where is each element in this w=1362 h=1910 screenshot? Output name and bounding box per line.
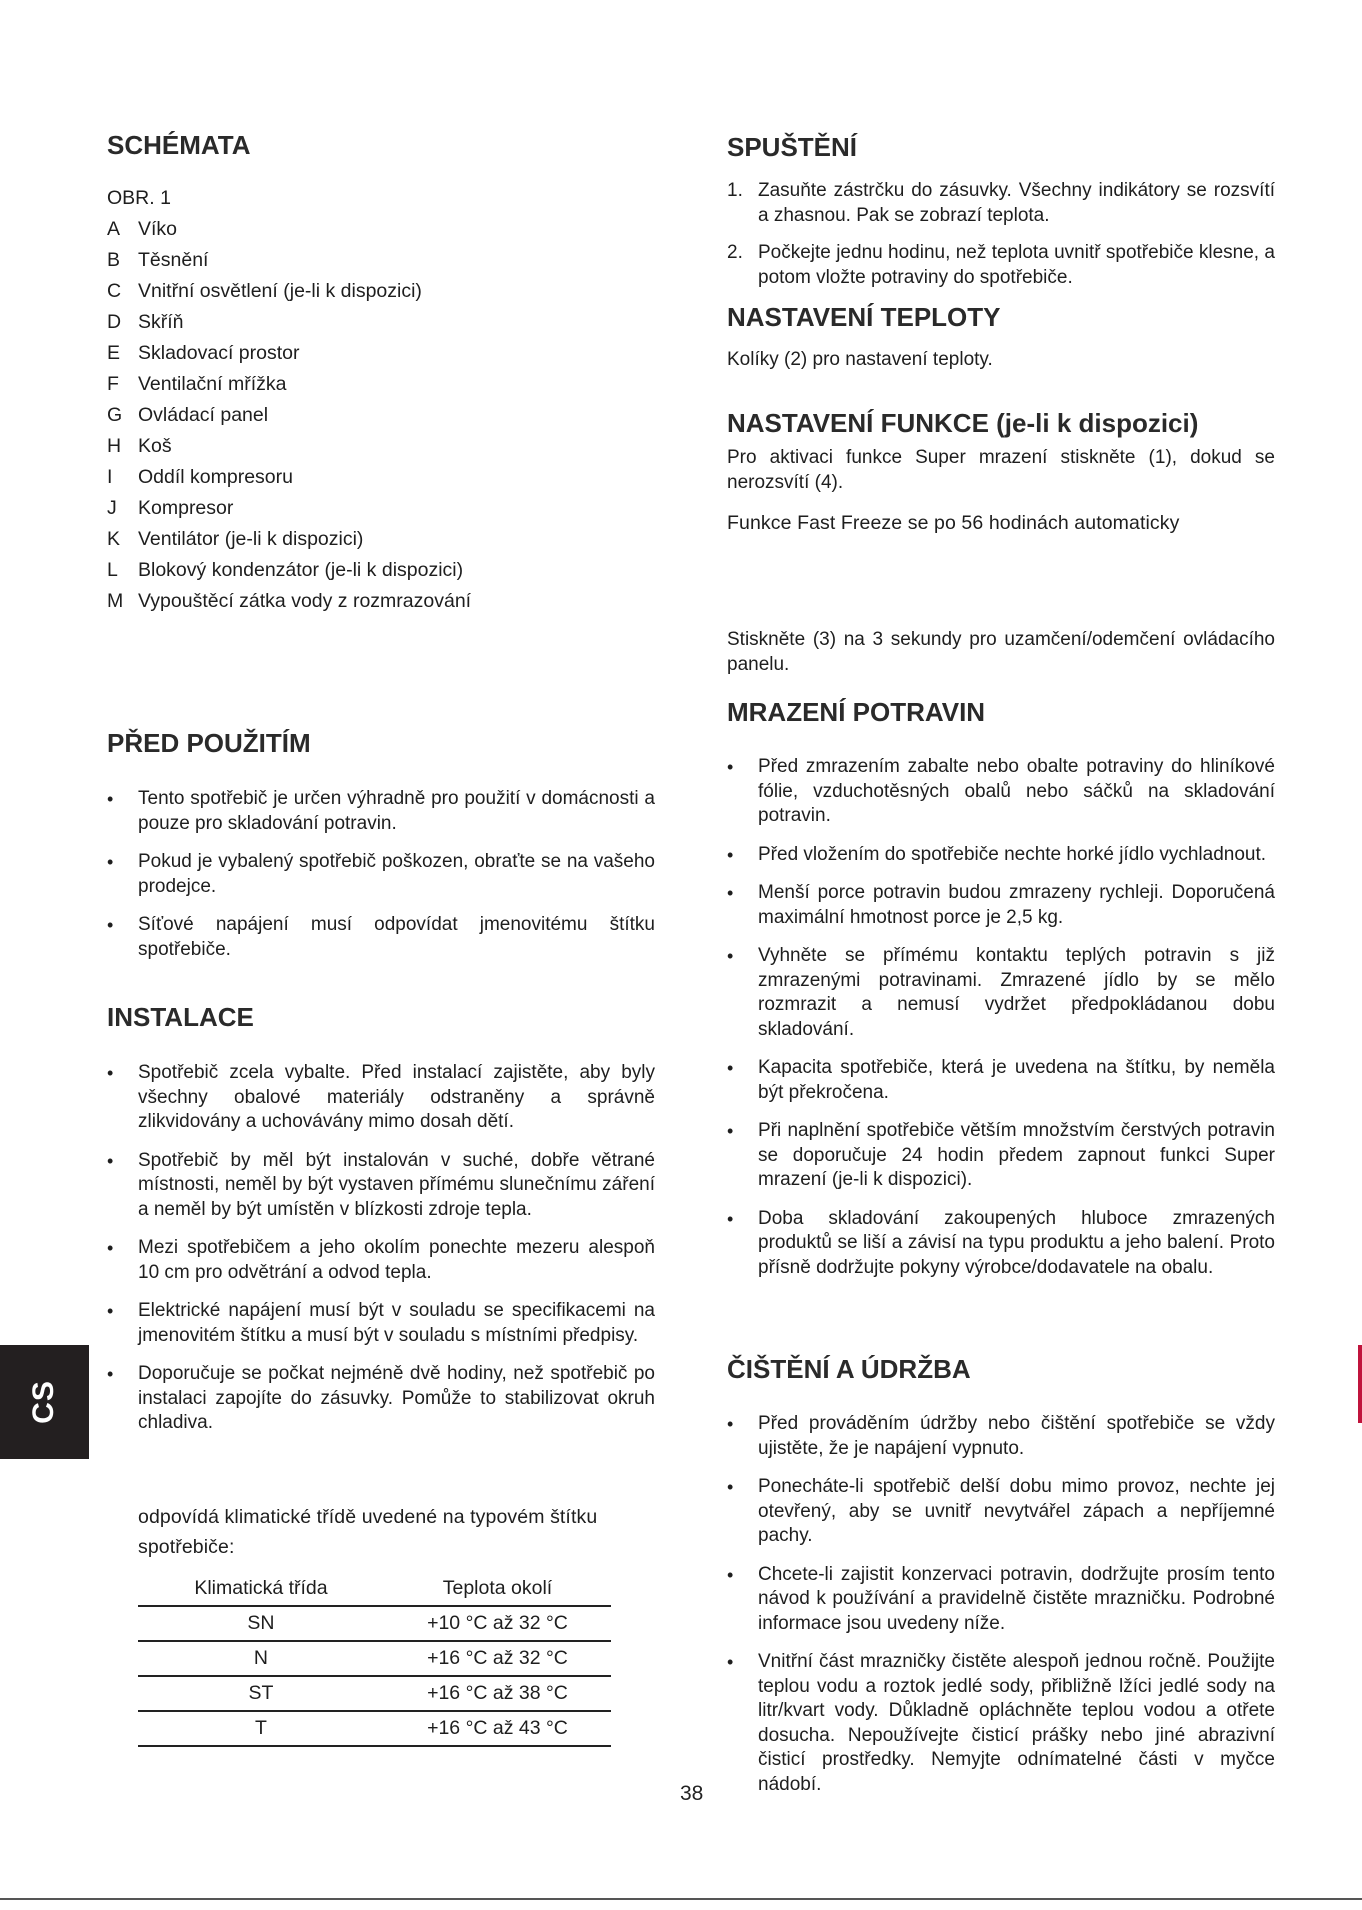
list-item: • Tento spotřebič je určen výhradně pro použití v domácnosti a pouze pro skladování potravin. xyxy=(107,787,655,836)
schemata-item-key: J xyxy=(107,497,117,519)
schemata-item xyxy=(107,524,471,555)
list-item: • Pokud je vybalený spotřebič poškozen, obraťte se na vašeho prodejce. xyxy=(107,850,655,899)
nastaveni-funkce-heading: NASTAVENÍ FUNKCE (je-li k dispozici) xyxy=(727,408,1199,438)
schemata-item-label: Vnitřní osvětlení (je-li k dispozici) xyxy=(138,280,422,302)
list-item: • Spotřebič by měl být instalován v suché, dobře větrané místnosti, neměl by být vystaven přímému slunečnímu záření a neměl by být umístěn v blízkosti zdroje tepla. xyxy=(107,1149,655,1223)
ambient-temp-cell: +16 °C až 38 °C xyxy=(384,1676,611,1711)
climate-table xyxy=(138,1572,611,1747)
language-tab-label: CS xyxy=(27,1380,60,1424)
instalace-list xyxy=(107,1061,655,1436)
list-item: • Síťové napájení musí odpovídat jmenovitému štítku spotřebiče. xyxy=(107,913,655,962)
schemata-item-label: Koš xyxy=(138,435,172,457)
list-item: • Elektrické napájení musí být v souladu se specifikacemi na jmenovitém štítku a musí být v souladu s místními předpisy. xyxy=(107,1299,655,1348)
schemata-item xyxy=(107,338,471,369)
list-item: • Chcete-li zajistit konzervaci potravin, dodržujte prosím tento návod k používání a pravidelně čistěte mrazničku. Podrobné informace jsou uvedeny níže. xyxy=(727,1563,1275,1637)
climate-class-header: Klimatická třída xyxy=(138,1572,384,1606)
edge-marker xyxy=(1358,1345,1362,1423)
figure-label: OBR. 1 xyxy=(107,187,171,209)
spusteni-list xyxy=(727,179,1275,290)
schemata-item-key: H xyxy=(107,435,122,457)
schemata-item xyxy=(107,555,471,586)
schemata-item-label: Skříň xyxy=(138,311,184,333)
step-item xyxy=(727,241,1275,290)
climate-class-cell: N xyxy=(138,1641,384,1676)
ambient-temp-header: Teplota okolí xyxy=(384,1572,611,1606)
schemata-item-label: Vypouštěcí zátka vody z rozmrazování xyxy=(138,590,472,612)
schemata-item-label: Víko xyxy=(138,218,178,240)
climate-class-cell: ST xyxy=(138,1676,384,1711)
list-item: • Ponecháte-li spotřebič delší dobu mimo provoz, nechte jej otevřený, aby se uvnitř nevytvářel zápach a nepříjemné pachy. xyxy=(727,1475,1275,1549)
nastaveni-teploty-text: Kolíky (2) pro nastavení teploty. xyxy=(727,349,993,370)
cisteni-heading: ČIŠTĚNÍ A ÚDRŽBA xyxy=(727,1354,971,1384)
list-item: • Při naplnění spotřebiče větším množstvím čerstvých potravin se doporučuje 24 hodin předem zapnout funkci Super mrazení (je-li k dispozici). xyxy=(727,1119,1275,1193)
pred-pouzitim-list xyxy=(107,787,655,962)
mrazeni-heading: MRAZENÍ POTRAVIN xyxy=(727,697,986,727)
step-number: 2. xyxy=(727,242,743,263)
step-text: Počkejte jednu hodinu, než teplota uvnitř spotřebiče klesne, a potom vložte potraviny do spotřebiče. xyxy=(758,242,1275,288)
schemata-item-label: Skladovací prostor xyxy=(138,342,300,364)
schemata-item-label: Blokový kondenzátor (je-li k dispozici) xyxy=(138,559,464,581)
climate-row xyxy=(138,1711,611,1746)
language-tab xyxy=(0,1345,89,1459)
schemata-item-label: Ventilační mřížka xyxy=(138,373,287,395)
schemata-item-key: K xyxy=(107,528,121,550)
instalace-heading: INSTALACE xyxy=(107,1002,254,1032)
ambient-temp-cell: +16 °C až 32 °C xyxy=(384,1641,611,1676)
list-item: • Vyhněte se přímému kontaktu teplých potravin s již zmrazenými potravinami. Zmrazené jídlo by se mělo rozmrazit a nemusí vydržet předpokládanou dobu skladování. xyxy=(727,944,1275,1042)
step-number: 1. xyxy=(727,180,743,201)
schemata-item-label: Kompresor xyxy=(138,497,234,519)
pred-pouzitim-heading: PŘED POUŽITÍM xyxy=(107,728,311,758)
climate-class-cell: SN xyxy=(138,1606,384,1641)
climate-row xyxy=(138,1641,611,1676)
list-item: • Před zmrazením zabalte nebo obalte potraviny do hliníkové fólie, vzduchotěsných obalů nebo sáčků na skladování potravin. xyxy=(727,755,1275,829)
list-item: • Spotřebič zcela vybalte. Před instalací zajistěte, aby byly všechny obalové materiály odstraněny a správně zlikvidovány a uchovávány mimo dosah dětí. xyxy=(107,1061,655,1135)
schemata-item xyxy=(107,586,471,617)
schemata-item xyxy=(107,307,471,338)
step-item xyxy=(727,179,1275,228)
climate-intro: odpovídá klimatické třídě uvedené na typovém štítku spotřebiče: xyxy=(138,1506,598,1558)
schemata-item xyxy=(107,462,471,493)
schemata-item xyxy=(107,369,471,400)
climate-row xyxy=(138,1676,611,1711)
ambient-temp-cell: +16 °C až 43 °C xyxy=(384,1711,611,1746)
climate-row xyxy=(138,1606,611,1641)
schemata-item xyxy=(107,431,471,462)
schemata-item-key: F xyxy=(107,373,119,395)
schemata-item xyxy=(107,400,471,431)
mrazeni-list xyxy=(727,755,1275,1280)
schemata-item-key: A xyxy=(107,218,121,240)
schemata-item-label: Těsnění xyxy=(138,249,209,271)
list-item: • Doporučuje se počkat nejméně dvě hodiny, než spotřebič po instalaci zapojíte do zásuvky. Pomůže to stabilizovat okruh chladiva. xyxy=(107,1362,655,1436)
schemata-item-label: Oddíl kompresoru xyxy=(138,466,293,488)
schemata-item xyxy=(107,214,471,245)
schemata-list xyxy=(107,214,471,617)
step-text: Zasuňte zástrčku do zásuvky. Všechny indikátory se rozsvítí a zhasnou. Pak se zobrazí teplota. xyxy=(758,180,1275,226)
schemata-item-label: Ovládací panel xyxy=(138,404,269,426)
schemata-item-key: G xyxy=(107,404,123,426)
climate-table-header xyxy=(138,1572,611,1606)
list-item: • Kapacita spotřebiče, která je uvedena na štítku, by neměla být překročena. xyxy=(727,1056,1275,1105)
schemata-item-key: C xyxy=(107,280,122,302)
schemata-item xyxy=(107,493,471,524)
list-item: • Před vložením do spotřebiče nechte horké jídlo vychladnout. xyxy=(727,843,1275,868)
schemata-item-label: Ventilátor (je-li k dispozici) xyxy=(138,528,364,550)
climate-class-cell: T xyxy=(138,1711,384,1746)
schemata-item-key: M xyxy=(107,590,124,612)
nastaveni-funkce-text3: Stiskněte (3) na 3 sekundy pro uzamčení/odemčení ovládacího panelu. xyxy=(727,629,1275,675)
schemata-heading: SCHÉMATA xyxy=(107,130,251,160)
list-item: • Menší porce potravin budou zmrazeny rychleji. Doporučená maximální hmotnost porce je 2,5 kg. xyxy=(727,881,1275,930)
nastaveni-funkce-text2: Funkce Fast Freeze se po 56 hodinách automaticky xyxy=(727,512,1180,534)
list-item: • Před prováděním údržby nebo čištění spotřebiče se vždy ujistěte, že je napájení vypnuto. xyxy=(727,1412,1275,1461)
schemata-item-key: E xyxy=(107,342,121,364)
cisteni-list xyxy=(727,1412,1275,1797)
schemata-item-key: D xyxy=(107,311,122,333)
page-number: 38 xyxy=(680,1782,704,1805)
spusteni-heading: SPUŠTĚNÍ xyxy=(727,132,858,162)
nastaveni-teploty-heading: NASTAVENÍ TEPLOTY xyxy=(727,302,1001,332)
list-item: • Vnitřní část mrazničky čistěte alespoň jednou ročně. Použijte teplou vodu a roztok jedlé sody, přibližně lžíci jedlé sody na litr/kvart vody. Důkladně opláchněte teplou vodou a otřete dosucha. Nepoužívejte čisticí prášky nebo jiné abrazivní čisticí prostředky. Nemyjte odnímatelné části v myčce nádobí. xyxy=(727,1650,1275,1797)
schemata-item xyxy=(107,245,471,276)
ambient-temp-cell: +10 °C až 32 °C xyxy=(384,1606,611,1641)
nastaveni-funkce-text1: Pro aktivaci funkce Super mrazení stiskněte (1), dokud se nerozsvítí (4). xyxy=(727,447,1275,493)
list-item: • Mezi spotřebičem a jeho okolím ponechte mezeru alespoň 10 cm pro odvětrání a odvod tepla. xyxy=(107,1236,655,1285)
schemata-item-key: L xyxy=(107,559,118,581)
schemata-item xyxy=(107,276,471,307)
schemata-item-key: B xyxy=(107,249,121,271)
schemata-item-key: I xyxy=(107,466,113,488)
bottom-rule xyxy=(0,1898,1362,1900)
list-item: • Doba skladování zakoupených hluboce zmrazených produktů se liší a závisí na typu produktu a jeho balení. Proto přísně dodržujte pokyny výrobce/dodavatele na obalu. xyxy=(727,1207,1275,1281)
